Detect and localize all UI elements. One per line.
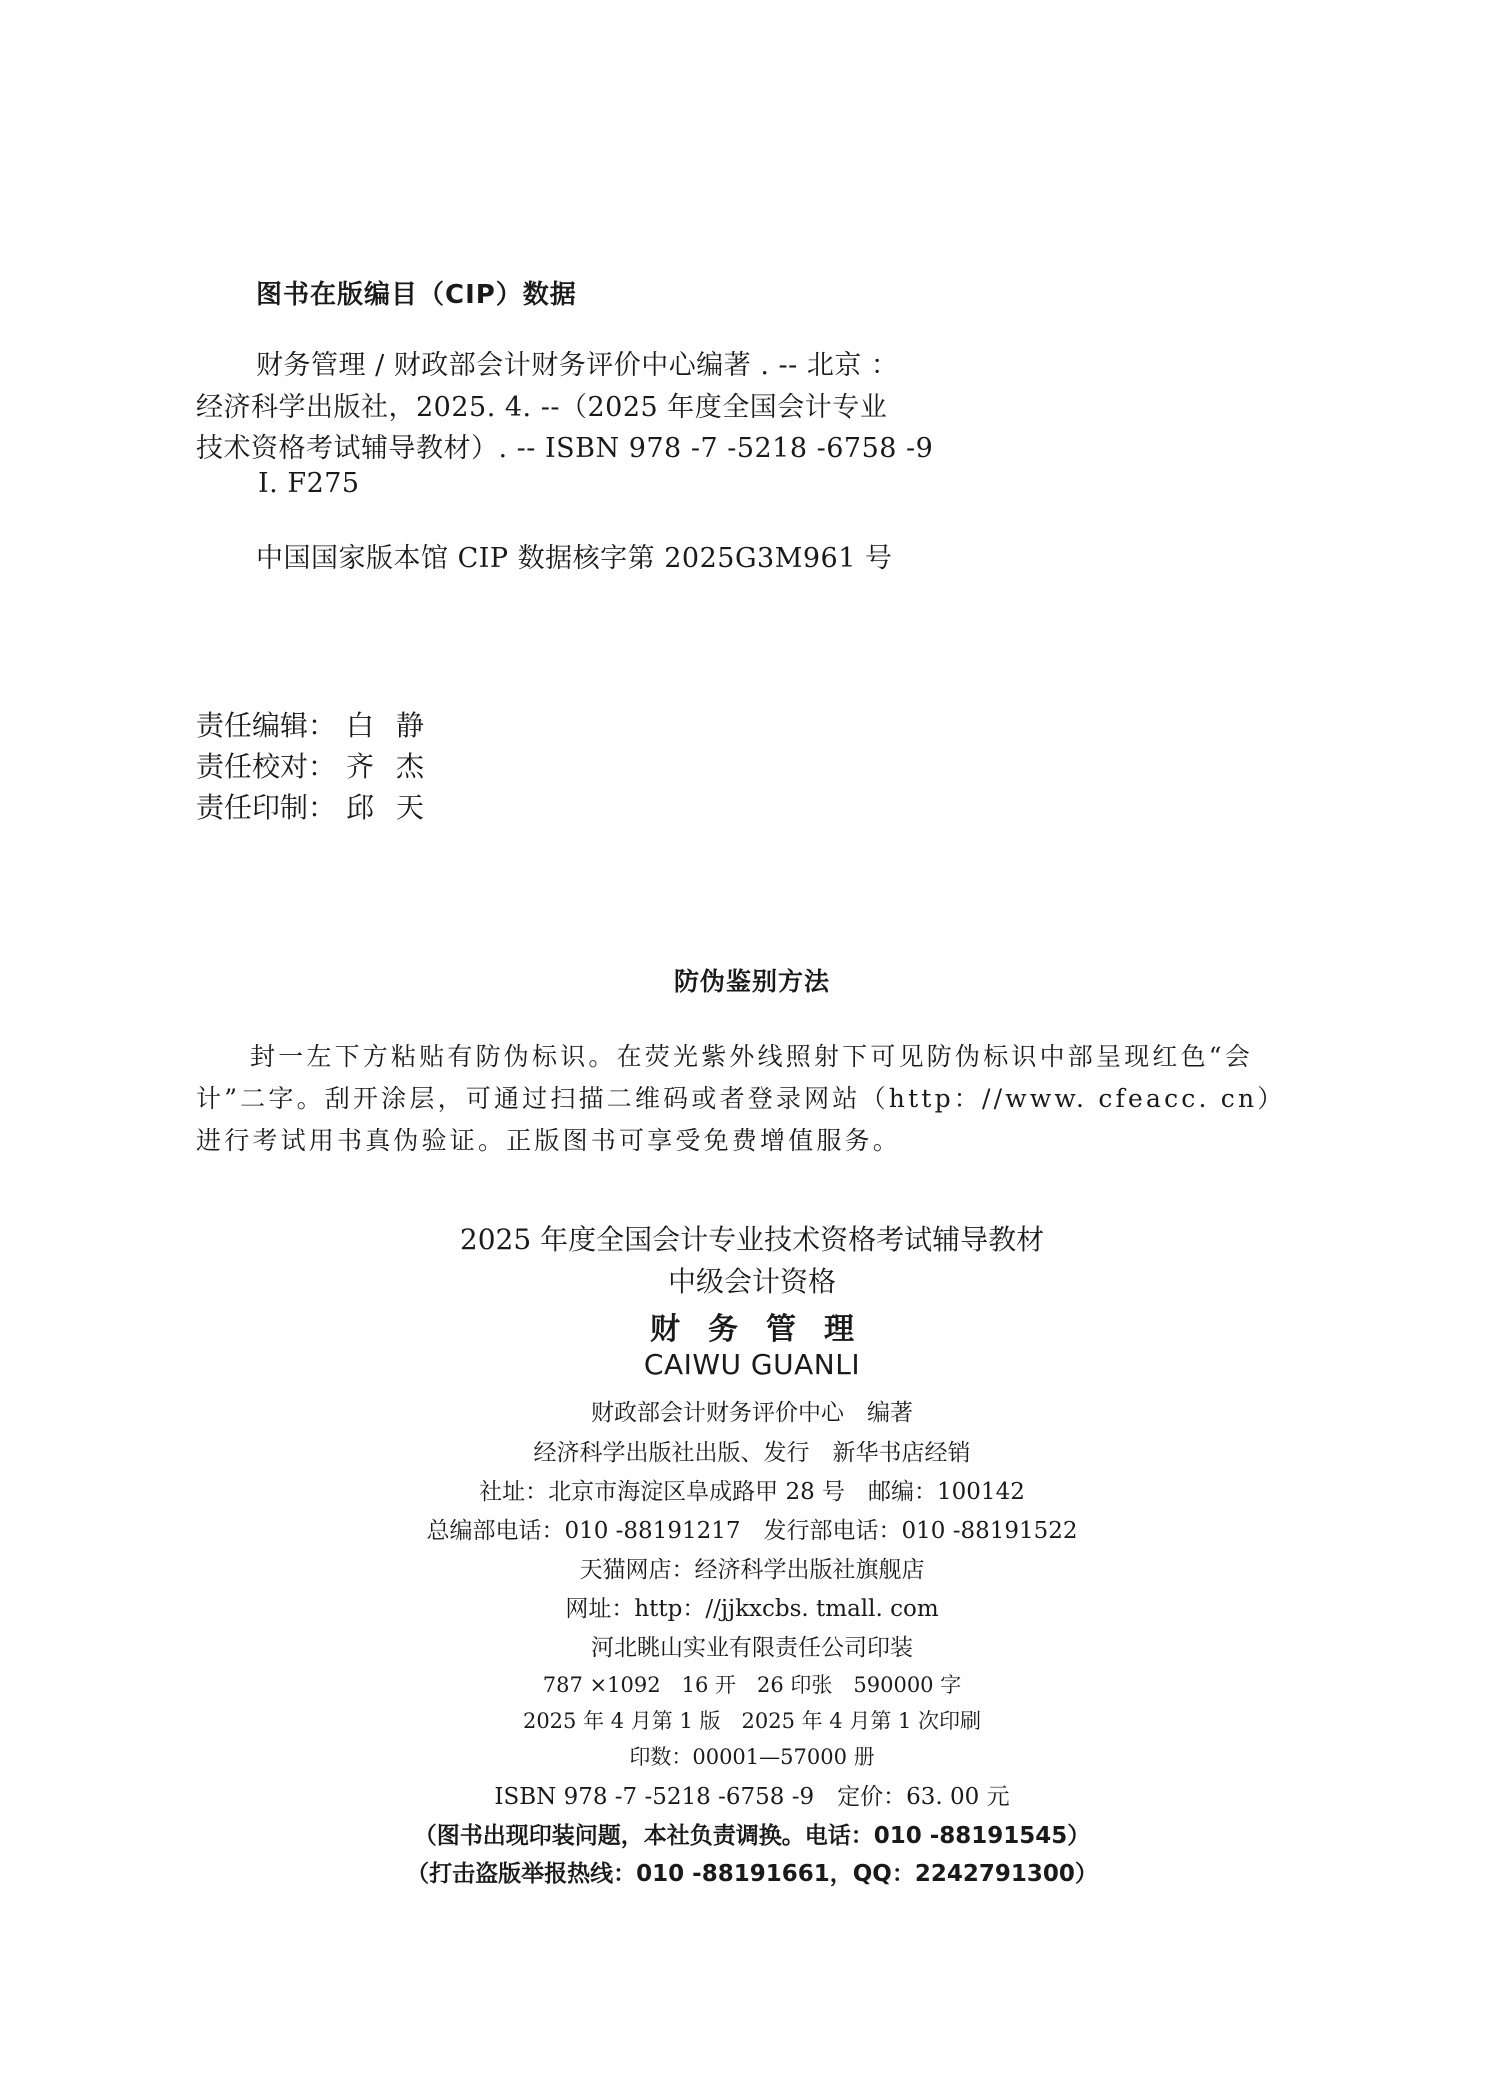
staff-editor (196, 704, 446, 744)
imprint-printer: 河北眺山实业有限责任公司印装 (591, 1635, 913, 1661)
anti-fake-heading: 防伪鉴别方法 (673, 967, 830, 996)
anti-fake-paragraph: 封一左下方粘贴有防伪标识。在荧光紫外线照射下可见防伪标识中部呈现红色“会计”二字。刮开涂层，可通过扫描二维码或者登录网站（http：//www. cfeacc. cn）进行考试用书真伪验证。正版图书可享受免费增值服务。 (196, 1042, 1286, 1155)
imprint-website: 网址：http：//jjkxcbs. tmall. com (565, 1596, 939, 1622)
imprint-isbn-price: ISBN 978 -7 -5218 -6758 -9 定价：63. 00 元 (494, 1784, 1010, 1810)
imprint-pinyin: CAIWU GUANLI (643, 1348, 861, 1381)
staff-proofreader (196, 745, 446, 785)
imprint-phones: 总编部电话：010 -88191217 发行部电话：010 -88191522 (426, 1518, 1078, 1544)
staff-label: 责任印制： (196, 791, 337, 824)
staff-name: 邱天 (346, 791, 447, 824)
cip-heading: 图书在版编目（CIP）数据 (256, 280, 577, 310)
staff-label: 责任编辑： (196, 709, 337, 742)
imprint-notice-quality: （图书出现印装问题，本社负责调换。电话：010 -88191545） (413, 1823, 1091, 1849)
cip-line-2: 经济科学出版社，2025. 4. --（2025 年度全国会计专业 (196, 392, 888, 423)
imprint-title: 财务管理 (650, 1312, 882, 1347)
imprint-format: 787 ×1092 16 开 26 印张 590000 字 (542, 1673, 962, 1697)
staff-name: 白静 (346, 709, 447, 742)
imprint-publisher: 经济科学出版社出版、发行 新华书店经销 (533, 1440, 971, 1466)
cip-line-3: 技术资格考试辅导教材）. -- ISBN 978 -7 -5218 -6758 -9 (196, 433, 934, 464)
imprint-edition: 2025 年 4 月第 1 版 2025 年 4 月第 1 次印刷 (522, 1709, 982, 1733)
imprint-series: 2025 年度全国会计专业技术资格考试辅导教材 (459, 1223, 1045, 1256)
imprint-notice-piracy: （打击盗版举报热线：010 -88191661，QQ：2242791300） (406, 1861, 1098, 1887)
staff-name: 齐杰 (346, 750, 447, 783)
cip-record-number: 中国国家版本馆 CIP 数据核字第 2025G3M961 号 (256, 543, 893, 574)
imprint-editor: 财政部会计财务评价中心 编著 (591, 1400, 913, 1426)
imprint-level: 中级会计资格 (667, 1265, 836, 1298)
imprint-address: 社址：北京市海淀区阜成路甲 28 号 邮编：100142 (479, 1479, 1025, 1505)
cip-line-1: 财务管理 / 财政部会计财务评价中心编著 . -- 北京 ： (256, 350, 899, 381)
imprint-tmall-store: 天猫网店：经济科学出版社旗舰店 (579, 1557, 925, 1583)
imprint-print-run: 印数：00001—57000 册 (629, 1745, 875, 1769)
staff-label: 责任校对： (196, 750, 337, 783)
staff-printing (196, 786, 446, 826)
cip-classification: Ⅰ. F275 (258, 468, 360, 499)
